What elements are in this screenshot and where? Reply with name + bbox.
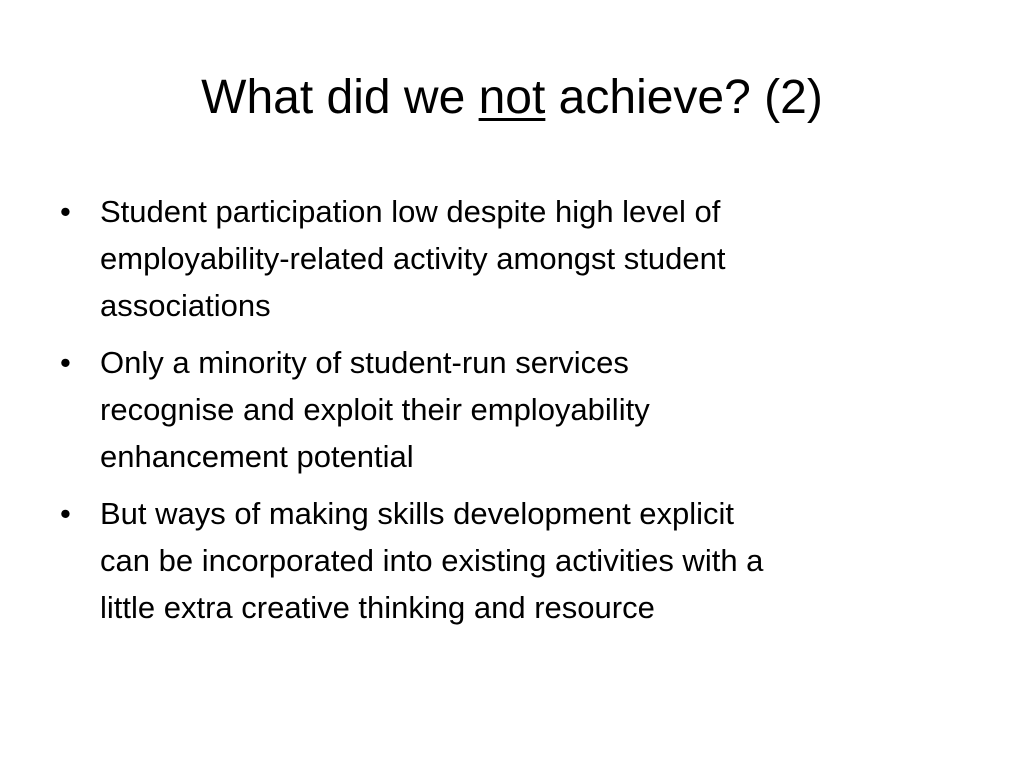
bullet-line: associations [100, 288, 271, 323]
bullet-dot-icon: • [60, 345, 71, 380]
bullet-line: little extra creative thinking and resource [100, 590, 655, 625]
bullet-list [60, 188, 990, 641]
bullet-item-2 [60, 339, 990, 480]
bullet-line: employability-related activity amongst student [100, 241, 726, 276]
title-text-underlined: not [478, 71, 546, 124]
title-text-before: What did we [201, 71, 479, 124]
slide-title [0, 70, 1024, 126]
bullet-line: recognise and exploit their employability [100, 392, 650, 427]
bullet-line: Only a minority of student-run services [100, 345, 629, 380]
bullet-line: can be incorporated into existing activities with a [100, 543, 764, 578]
bullet-item-1 [60, 188, 990, 329]
bullet-line: Student participation low despite high level of [100, 194, 721, 229]
bullet-dot-icon: • [60, 496, 71, 531]
bullet-line: enhancement potential [100, 439, 414, 474]
bullet-item-3 [60, 490, 990, 631]
bullet-dot-icon: • [60, 194, 71, 229]
title-text-after: achieve? (2) [545, 71, 823, 124]
bullet-line: But ways of making skills development explicit [100, 496, 735, 531]
